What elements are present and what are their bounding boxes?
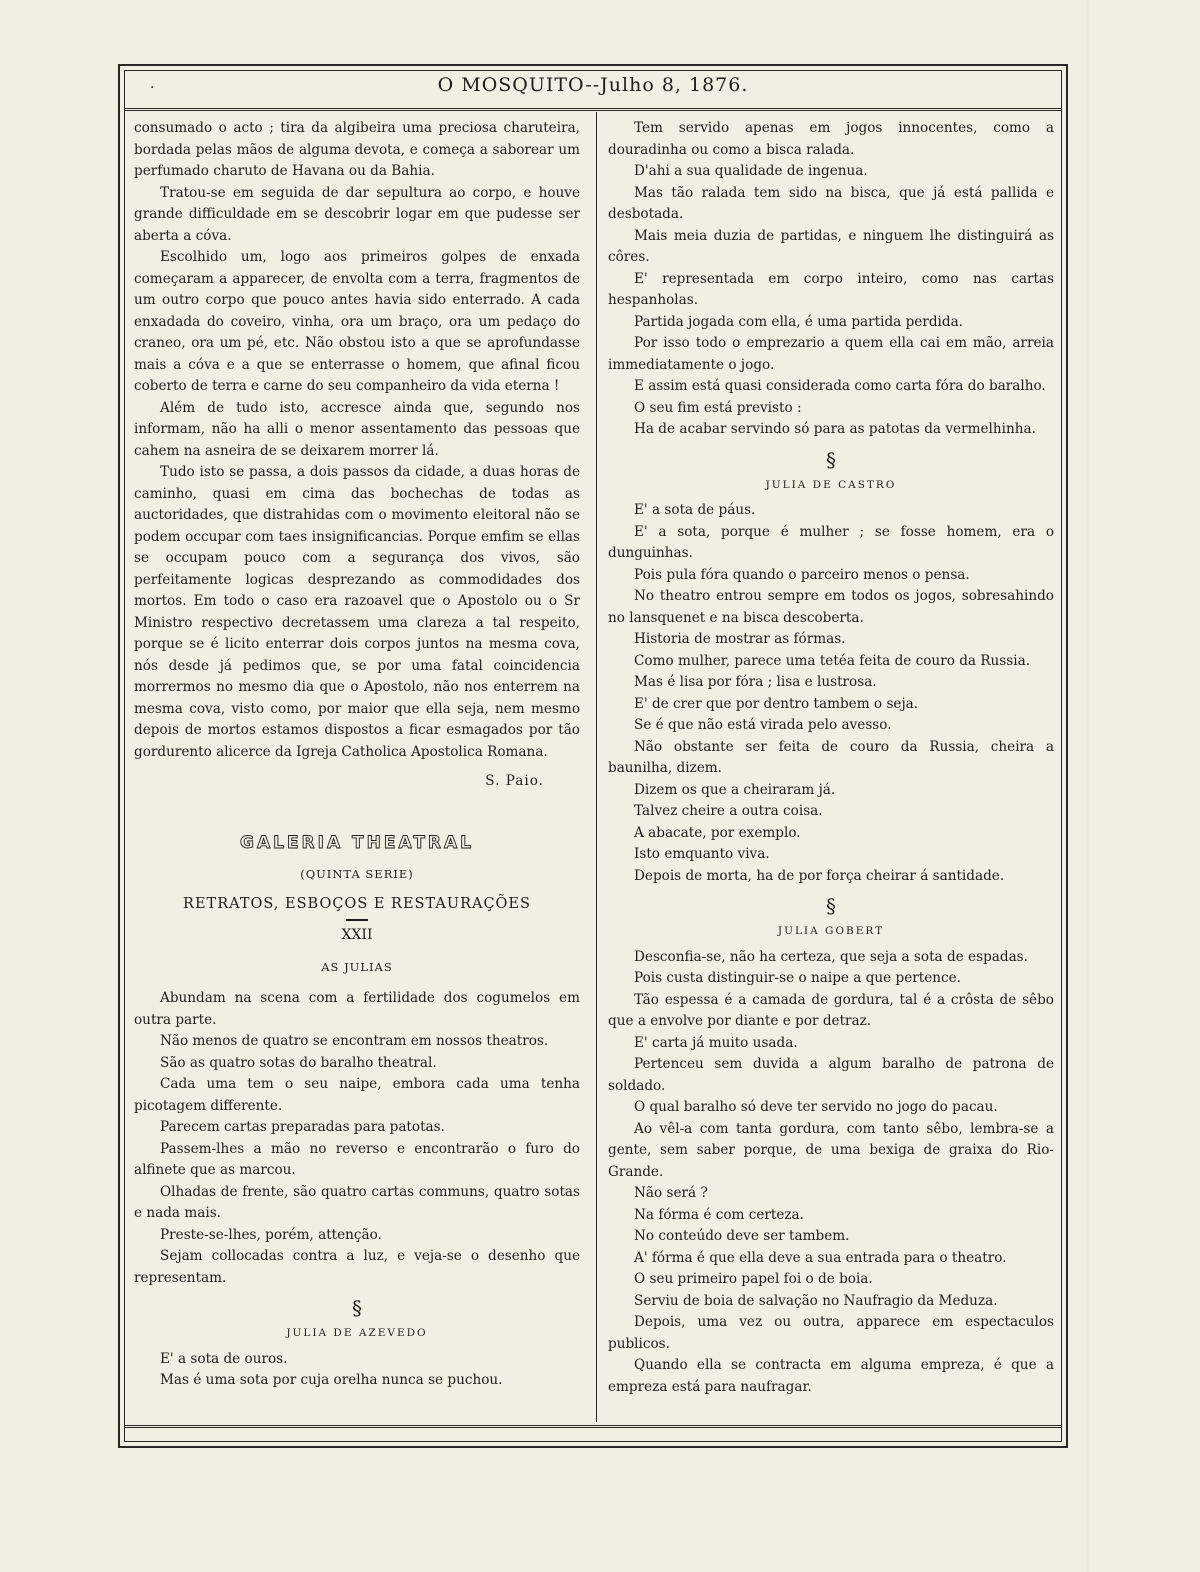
paragraph: E' a sota, porque é mulher ; se fosse homem, era o dunguinhas. — [608, 523, 1054, 561]
paragraph: Não obstante ser feita de couro da Russia, cheira a baunilha, dizem. — [608, 738, 1054, 776]
paragraph: Ha de acabar servindo só para as patotas da vermelhinha. — [634, 421, 1036, 437]
bottom-rule — [124, 1425, 1062, 1428]
paragraph: Parecem cartas preparadas para patotas. — [160, 1119, 445, 1135]
paragraph: Não será ? — [634, 1185, 708, 1201]
paragraph: Tudo isto se passa, a dois passos da cidade, a duas horas de caminho, quasi em cima das bochechas de todas as auctoridades, que distrahidas com o movimento eleitoral não se podem occupar com taes insignificancias. Porque emfim se ellas se occupam pouco com a segurança dos vivos, são perfeitamente logicas desprezando as commodidades dos mortos. Em todo o caso era razoavel que o Apostolo ou o Sr Ministro respectivo decretassem uma clareza a tal respeito, porque se é licito enterrar dois corpos juntos na mesma cova, nós desde já pedimos que, se por uma fatal coincidencia morrermos no mesmo dia que o Apostolo, não nos enterrem na mesma cova, visto como, por maior que ella seja, nem mesmo depois de mortos estamos dispostos a ficar esmagados por tão gordurento alicerce da Igreja Catholica Apostolica Romana. — [134, 464, 580, 760]
paragraph: Além de tudo isto, accresce ainda que, segundo nos informam, não ha alli o menor assentamento das pessoas que cahem na asneira de se deixarem morrer lá. — [134, 399, 580, 459]
paragraph: E' carta já muito usada. — [634, 1034, 798, 1051]
paragraph: Como mulher, parece uma tetéa feita de couro da Russia. — [634, 652, 1031, 669]
section-mark: § — [826, 894, 836, 918]
paragraph: Mais meia duzia de partidas, e ninguem lhe distinguirá as côres. — [608, 227, 1054, 265]
paragraph: Sejam collocadas contra a luz, e veja-se o desenho que representam. — [134, 1248, 580, 1286]
paragraph: D'ahi a sua qualidade de ingenua. — [634, 163, 868, 179]
paragraph: Tão espessa é a camada de gordura, tal é a crôsta de sêbo que a envolve por diante e por detraz. — [608, 991, 1054, 1029]
paragraph: Quando ella se contracta em alguma empreza, é que a empreza está para naufragar. — [608, 1357, 1054, 1395]
chapter-title: AS JULIAS — [321, 959, 393, 974]
masthead-rule — [124, 108, 1062, 111]
julia-gobert-heading: JULIA GOBERT — [777, 925, 885, 937]
paragraph: No conteúdo deve ser tambem. — [634, 1228, 850, 1244]
section-title: GALERIA THEATRAL — [240, 832, 474, 853]
paragraph: Depois de morta, ha de por força cheirar á santidade. — [634, 867, 1005, 884]
paragraph: Preste-se-lhes, porém, attenção. — [160, 1226, 382, 1243]
paragraph: O qual baralho só deve ter servido no jogo do pacau. — [634, 1099, 998, 1115]
subtitle: RETRATOS, ESBOÇOS E RESTAURAÇÕES — [183, 895, 531, 912]
paragraph: A' fórma é que ella deve a sua entrada para o theatro. — [634, 1249, 1007, 1266]
paragraph: O seu fim está previsto : — [634, 399, 802, 416]
paragraph: consumado o acto ; tira da algibeira uma preciosa charuteira, bordada pelas mãos de alguma devota, e começa a saborear um perfumado charuto de Havana ou da Bahia. — [134, 120, 580, 179]
paragraph: Mas é lisa por fóra ; lisa e lustrosa. — [634, 674, 877, 690]
paragraph: Escolhido um, logo aos primeiros golpes de enxada começaram a apparecer, de envolta com a terra, fragmentos de um outro corpo que pouco antes havia sido enterrado. A cada enxadada do coveiro, vinha, ora um braço, ora um pedaço do craneo, ora um pé, etc. Não obstou isto a que se aprofundasse mais a cóva e a que se enterrasse o homem, que afinal ficou coberto de terra e carne do seu companheiro da vida eterna ! — [134, 249, 580, 394]
paragraph: O seu primeiro papel foi o de boia. — [634, 1271, 873, 1287]
paragraph: Mas é uma sota por cuja orelha nunca se puchou. — [160, 1372, 503, 1388]
paragraph: Não menos de quatro se encontram em nossos theatros. — [160, 1033, 549, 1049]
section-mark: § — [826, 447, 836, 472]
paragraph: Talvez cheire a outra coisa. — [634, 803, 823, 819]
julia-castro-heading: JULIA DE CASTRO — [765, 478, 897, 491]
paragraph: Pois pula fóra quando o parceiro menos o pensa. — [634, 566, 970, 583]
paragraph: No theatro entrou sempre em todos os jogos, sobresahindo no lansquenet e na bisca descoberta. — [608, 588, 1054, 626]
masthead-dot: · — [150, 80, 156, 96]
paragraph: Pertenceu sem duvida a algum baralho de patrona de soldado. — [608, 1056, 1054, 1094]
paragraph: E assim está quasi considerada como carta fóra do baralho. — [634, 378, 1046, 394]
paragraph: E' representada em corpo inteiro, como nas cartas hespanholas. — [608, 270, 1054, 308]
column-divider — [596, 112, 597, 1422]
short-rule — [346, 919, 368, 921]
paragraph: Passem-lhes a mão no reverso e encontrarão o furo do alfinete que as marcou. — [134, 1140, 580, 1178]
paragraph: Na fórma é com certeza. — [634, 1206, 804, 1223]
paragraph: Historia de mostrar as fórmas. — [634, 631, 846, 647]
paragraph: A abacate, por exemplo. — [634, 824, 801, 841]
paragraph: E' a sota de páus. — [634, 502, 756, 518]
paragraph: Abundam na scena com a fertilidade dos cogumelos em outra parte. — [134, 990, 580, 1028]
paragraph: Tem servido apenas em jogos innocentes, como a douradinha ou como a bisca ralada. — [608, 120, 1054, 158]
paragraph: Pois custa distinguir-se o naipe a que pertence. — [634, 970, 961, 986]
left-column — [134, 118, 580, 1392]
serie-label: (QUINTA SERIE) — [300, 867, 414, 881]
paragraph: Ao vêl-a com tanta gordura, com tanto sêbo, lembra-se a gente, sem saber porque, de uma bexiga de graixa do Rio-Grande. — [608, 1120, 1054, 1180]
paragraph: E' a sota de ouros. — [160, 1350, 288, 1367]
chapter-number: XXII — [341, 927, 373, 943]
paragraph: Tratou-se em seguida de dar sepultura ao corpo, e houve grande difficuldade em se descobrir logar em que pudesse ser aberta a cóva. — [134, 184, 580, 244]
page-frame — [118, 64, 1068, 1448]
paragraph: São as quatro sotas do baralho theatral. — [160, 1054, 437, 1071]
julia-azevedo-heading: JULIA DE AZEVEDO — [286, 1327, 428, 1339]
masthead-title: O MOSQUITO--Julho 8, 1876. — [437, 74, 749, 96]
masthead — [120, 74, 1066, 104]
paragraph: Partida jogada com ella, é uma partida perdida. — [634, 313, 964, 330]
section-mark: § — [352, 1296, 362, 1320]
paragraph: Depois, uma vez ou outra, apparece em espectaculos publicos. — [608, 1314, 1054, 1352]
signature: S. Paio. — [485, 773, 544, 789]
paragraph: E' de crer que por dentro tambem o seja. — [634, 695, 919, 712]
paragraph: Mas tão ralada tem sido na bisca, que já está pallida e desbotada. — [608, 184, 1054, 222]
right-column — [608, 118, 1054, 1398]
paragraph: Serviu de boia de salvação no Naufragio da Meduza. — [634, 1292, 998, 1309]
paragraph: Dizem os que a cheiraram já. — [634, 781, 836, 798]
paragraph: Olhadas de frente, são quatro cartas communs, quatro sotas e nada mais. — [134, 1183, 580, 1221]
paragraph: Cada uma tem o seu naipe, embora cada uma tenha picotagem differente. — [134, 1076, 580, 1114]
paragraph: Isto emquanto viva. — [634, 846, 770, 862]
paragraph: Desconfia-se, não ha certeza, que seja a sota de espadas. — [634, 948, 1028, 965]
paragraph: Se é que não está virada pelo avesso. — [634, 717, 892, 733]
paragraph: Por isso todo o emprezario a quem ella cai em mão, arreia immediatamente o jogo. — [608, 335, 1054, 373]
page-edge — [1086, 0, 1092, 1572]
